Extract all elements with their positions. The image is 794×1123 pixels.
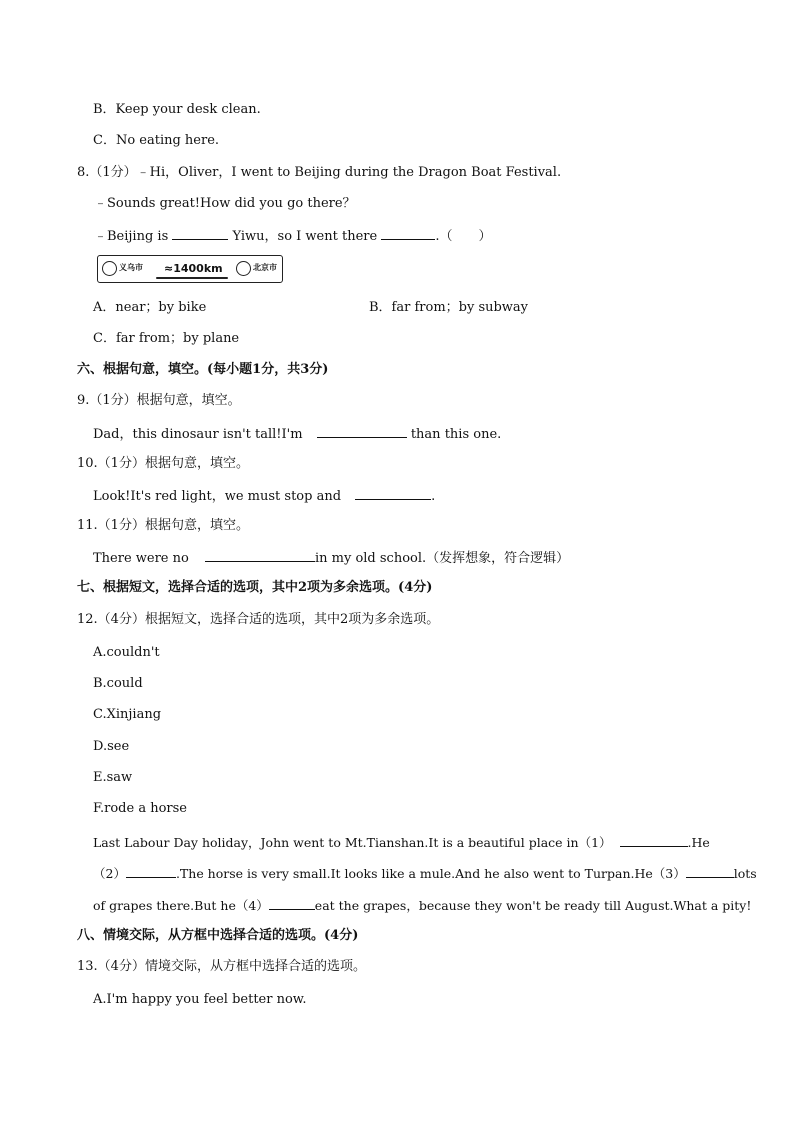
option-13a: A.I'm happy you feel better now.	[93, 992, 307, 1007]
text: ﹣Beijing is	[94, 229, 173, 244]
location-pin-icon	[102, 261, 117, 276]
from-city-label: 义乌市	[119, 263, 143, 272]
text: Dad，this dinosaur isn't tall!I'm	[93, 427, 307, 442]
answer-blank[interactable]	[381, 226, 435, 240]
section-8-heading: 八、情境交际，从方框中选择合适的选项。(4分)	[77, 928, 359, 943]
text: There were no	[93, 551, 193, 566]
text: .The horse is very small.It looks like a mule.And he also went to Turpan.He（3）	[175, 866, 686, 881]
answer-blank[interactable]	[355, 486, 431, 500]
option-7c: C．No eating here.	[93, 133, 220, 148]
option-12b: B.could	[93, 676, 143, 691]
text: （2）	[93, 866, 126, 881]
text: in my old school.（发挥想象，符合逻辑）	[314, 551, 570, 566]
answer-blank[interactable]	[269, 896, 315, 910]
option-12f: F.rode a horse	[93, 801, 187, 816]
answer-blank[interactable]	[205, 548, 315, 562]
option-8b: B．far from；by subway	[369, 300, 529, 315]
to-city-label: 北京市	[253, 263, 277, 272]
passage-line-3	[93, 896, 751, 915]
text: than this one.	[406, 427, 502, 442]
question-12: 12.（4分）根据短文，选择合适的选项，其中2项为多余选项。	[77, 612, 440, 627]
answer-blank[interactable]	[126, 864, 176, 878]
passage-line-2	[93, 864, 757, 883]
answer-blank[interactable]	[620, 833, 688, 847]
question-11: 11.（1分）根据句意，填空。	[77, 518, 249, 533]
text: Look!It's red light，we must stop and	[93, 489, 346, 504]
text: lots	[733, 866, 757, 881]
option-12c: C.Xinjiang	[93, 707, 162, 722]
text: Last Labour Day holiday，John went to Mt.Tianshan.It is a beautiful place in（1）	[93, 835, 612, 850]
distance-diagram	[97, 255, 283, 283]
question-9-sentence	[93, 424, 501, 444]
option-8c: C．far from；by plane	[93, 331, 240, 346]
option-12e: E.saw	[93, 770, 133, 785]
section-7-heading: 七、根据短文，选择合适的选项，其中2项为多余选项。(4分)	[77, 580, 433, 595]
question-8-reply-1: ﹣Sounds great!How did you go there？	[94, 196, 356, 211]
section-6-heading: 六、根据句意，填空。(每小题1分，共3分)	[77, 362, 329, 377]
question-9: 9.（1分）根据句意，填空。	[77, 393, 241, 408]
text: .（ ）	[435, 229, 492, 244]
question-10: 10.（1分）根据句意，填空。	[77, 456, 249, 471]
question-8: 8.（1分）﹣Hi，Oliver，I went to Beijing during the Dragon Boat Festival.	[77, 165, 562, 180]
distance-value: ≈1400km	[164, 262, 223, 275]
answer-blank[interactable]	[686, 864, 734, 878]
text: .He	[687, 835, 710, 850]
text: eat the grapes，because they won't be ready till August.What a pity!	[314, 898, 752, 913]
question-13: 13.（4分）情境交际，从方框中选择合适的选项。	[77, 959, 366, 974]
text: of grapes there.But he（4）	[93, 898, 269, 913]
text: Yiwu，so I went there	[228, 229, 382, 244]
answer-blank[interactable]	[172, 226, 228, 240]
option-7b: B．Keep your desk clean.	[93, 102, 261, 117]
answer-blank[interactable]	[317, 424, 407, 438]
location-pin-icon	[236, 261, 251, 276]
passage-line-1	[93, 833, 710, 852]
option-12d: D.see	[93, 739, 130, 754]
question-8-reply-2	[94, 226, 491, 246]
question-11-sentence	[93, 548, 569, 568]
distance-line	[156, 277, 228, 279]
question-10-sentence	[93, 486, 435, 506]
option-12a: A.couldn't	[93, 645, 160, 660]
option-8a: A．near；by bike	[93, 300, 207, 315]
text: .	[431, 489, 436, 504]
